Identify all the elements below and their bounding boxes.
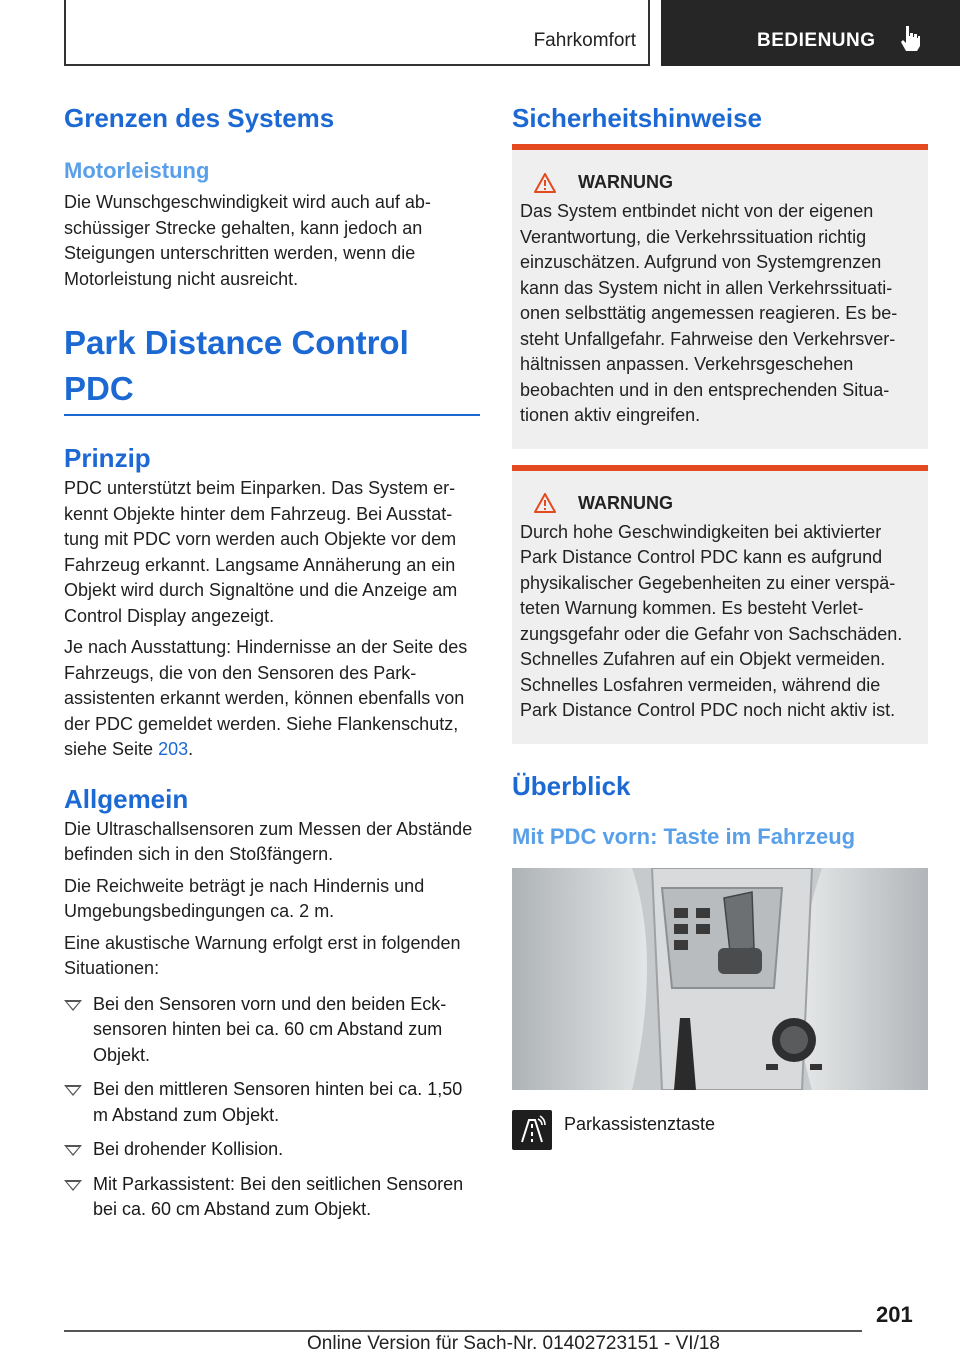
footer-divider <box>64 1330 862 1332</box>
triangle-bullet-icon <box>64 1145 82 1156</box>
heading-motorleistung: Motorleistung <box>64 158 210 183</box>
paragraph-prinzip-2 <box>64 635 480 763</box>
section-title: Fahrkomfort <box>533 30 636 51</box>
caption-text: Parkassistenztaste <box>564 1113 716 1134</box>
paragraph-allgemein-1: Die Ultraschallsensoren zum Messen der Abstände befinden sich in den Stoßfängern. <box>64 818 473 864</box>
center-console-photo <box>512 868 928 1090</box>
prinzip-2-end: . <box>188 739 194 759</box>
console-illustration <box>512 868 928 1090</box>
paragraph-motorleistung: Die Wunschgeschwindigkeit wird auch auf abschüssiger Strecke gehalten, kann jedoch an Steigungen unterschritten werden, wenn die Motorleistung nicht ausreicht. <box>64 192 431 289</box>
page-number: 201 <box>876 1302 913 1327</box>
triangle-bullet-icon <box>64 1085 82 1096</box>
prinzip-2-text: Je nach Ausstattung: Hindernisse an der Seite des Fahrzeugs, die von den Sensoren des Parkassistenten erkannt werden, können ebenfalls von der PDC gemeldet werden. Siehe Flankenschutz, siehe Seite <box>64 637 468 759</box>
chapter-title: BEDIENUNG <box>757 30 876 51</box>
warning-text: Das System entbindet nicht von der eigenen Verantwortung, die Verkehrssituation richtig einzuschätzen. Aufgrund von Systemgrenzen kann das System nicht in allen Verkehrssituationen selbsttätig angemessen reagieren. Es besteht Unfallgefahr. Fahrweise den Verkehrsverhältnissen anpassen. Verkehrsgeschehen beobachten und in den entsprechenden Situationen aktiv eingreifen. <box>520 201 898 425</box>
list-item-text: Mit Parkassistent: Bei den seitlichen Sensoren bei ca. 60 cm Abstand zum Objekt. <box>93 1173 464 1219</box>
paragraph-allgemein-2: Die Reichweite beträgt je nach Hindernis und Umgebungsbedingungen ca. 2 m. <box>64 875 425 921</box>
warning-label: WARNUNG <box>578 492 673 513</box>
pointing-hand-icon <box>897 24 921 54</box>
page-link-203[interactable]: 203 <box>158 739 189 759</box>
caption-row <box>512 1110 928 1150</box>
header-section-box <box>64 0 650 66</box>
warning-text: Durch hohe Geschwindigkeiten bei aktivierter Park Distance Control PDC kann es aufgrund physikalischer Gegebenheiten zu einer verspäteten Warnung kommen. Es besteht Verletzungsgefahr oder die Gefahr von Sachschäden. Schnelles Zufahren auf ein Objekt vermeiden. Schnelles Losfahren vermeiden, während die Park Distance Control PDC noch nicht aktiv ist. <box>520 521 903 720</box>
list-item <box>64 1137 480 1163</box>
paragraph-allgemein-3: Eine akustische Warnung erfolgt erst in folgenden Situationen: <box>64 932 461 978</box>
list-item <box>64 992 480 1069</box>
triangle-bullet-icon <box>64 1180 82 1191</box>
heading-grenzen: Grenzen des Systems <box>64 103 335 133</box>
heading-taste: Mit PDC vorn: Taste im Fahrzeug <box>512 823 856 849</box>
list-item <box>64 1172 480 1223</box>
park-assist-button-icon <box>512 1110 552 1150</box>
heading-sicherheitshinweise: Sicherheitshinweise <box>512 103 762 133</box>
footer-text: Online Version für Sach-Nr. 01402723151 - VI/18 <box>307 1333 720 1354</box>
warning-label: WARNUNG <box>578 172 673 192</box>
warning-triangle-icon <box>534 173 556 193</box>
list-item <box>64 1077 480 1128</box>
heading-pdc: Park Distance Control PDC <box>64 320 480 416</box>
triangle-bullet-icon <box>64 1000 82 1011</box>
header-chapter-box <box>661 0 960 66</box>
paragraph-prinzip-1: PDC unterstützt beim Einparken. Das System erkennt Objekte hinter dem Fahrzeug. Bei Ausstattung mit PDC vorn werden auch Objekte vor dem Fahrzeug erkannt. Langsame Annäherung an ein Objekt wird durch Signaltöne und die Anzeige am Control Display angezeigt. <box>64 478 458 626</box>
right-column <box>512 100 928 1150</box>
heading-allgemein: Allgemein <box>64 783 189 814</box>
warning-situations-list <box>64 992 480 1223</box>
list-item-text: Bei drohender Kollision. <box>93 1139 284 1159</box>
heading-prinzip: Prinzip <box>64 443 151 473</box>
heading-ueberblick: Überblick <box>512 770 631 801</box>
warning-triangle-icon <box>534 493 556 513</box>
warning-header <box>520 172 920 193</box>
list-item-text: Bei den mittleren Sensoren hinten bei ca. 1,50 m Abstand zum Objekt. <box>93 1079 463 1125</box>
warning-box-1 <box>512 144 928 449</box>
warning-box-2 <box>512 465 928 744</box>
list-item-text: Bei den Sensoren vorn und den beiden Ecksensoren hinten bei ca. 60 cm Abstand zum Objekt. <box>93 993 447 1065</box>
warning-header <box>520 493 920 514</box>
left-column <box>64 100 480 1232</box>
